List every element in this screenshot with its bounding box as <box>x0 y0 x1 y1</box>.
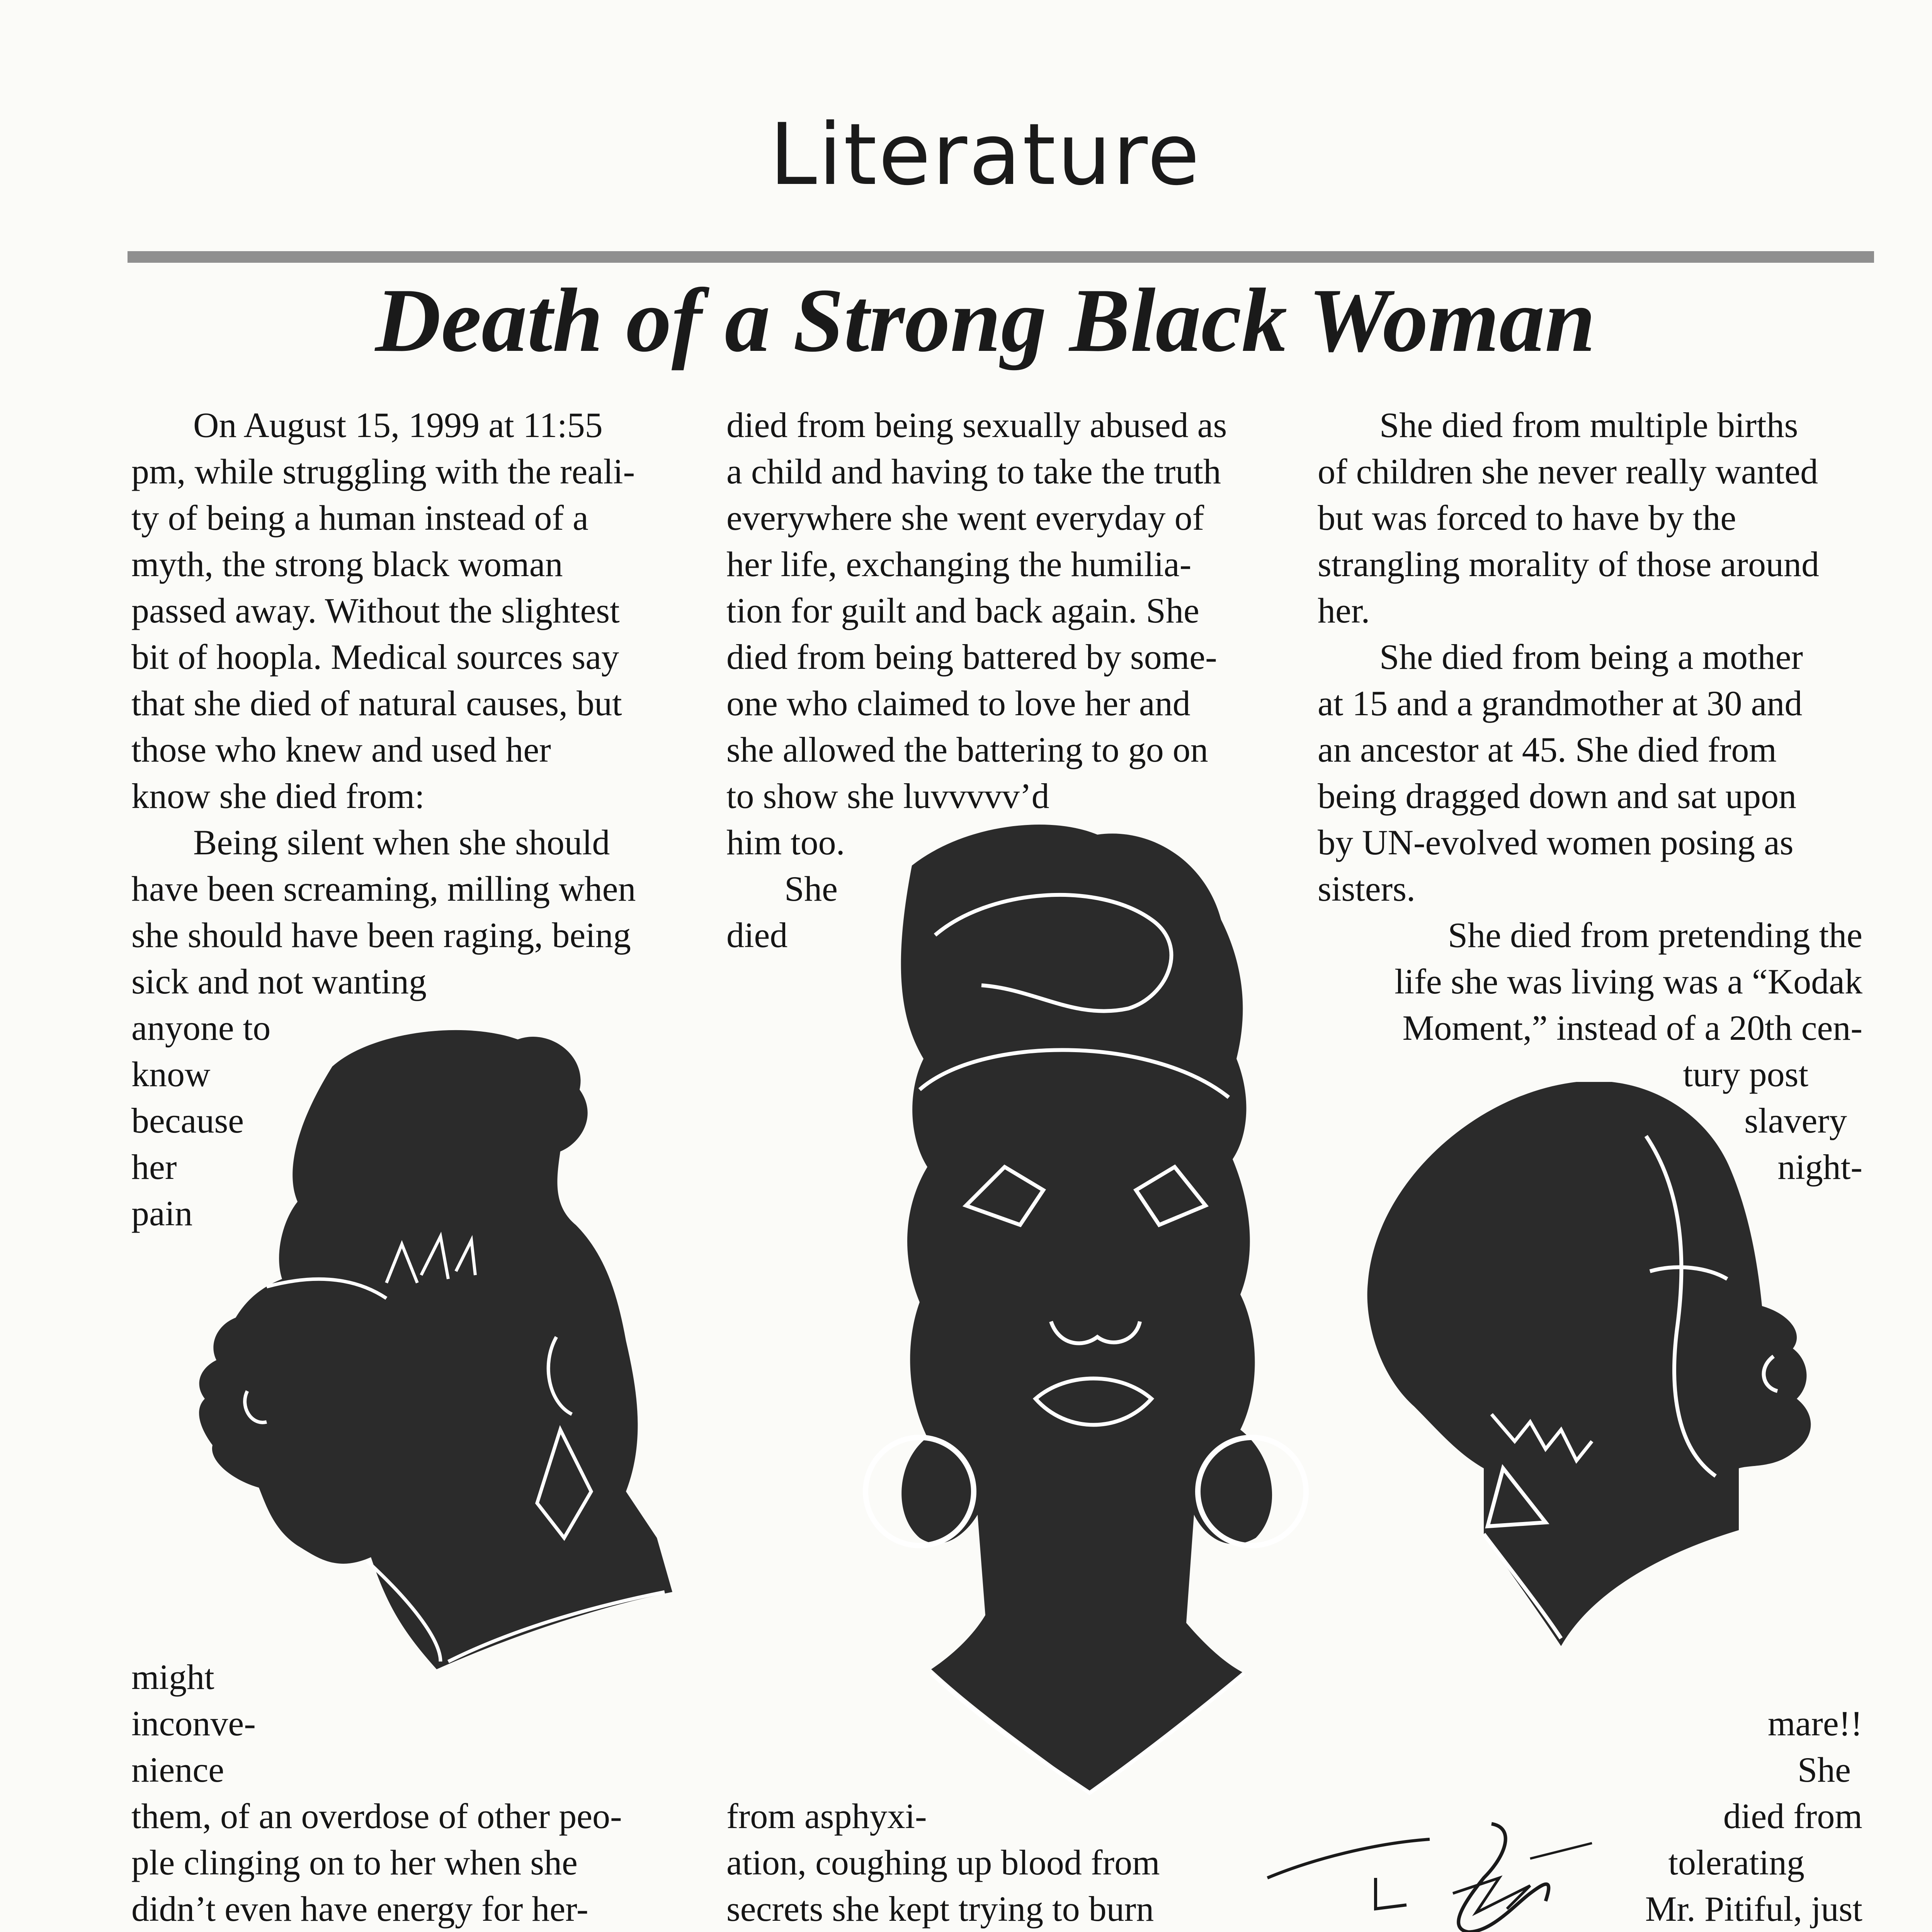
text-line: them, of an overdose of other peo- <box>131 1796 622 1836</box>
col2-top-text <box>726 402 1291 866</box>
text-line: She died from being a mother <box>1379 637 1803 677</box>
text-line: Mr. Pitiful, just <box>1645 1889 1862 1929</box>
text-line: died from being battered by some- <box>726 637 1217 677</box>
text-line: from asphyxi- <box>726 1796 927 1836</box>
text-line: her <box>131 1147 177 1187</box>
text-line: She <box>1798 1750 1851 1789</box>
signature-icon <box>1260 1801 1607 1932</box>
text-line: she should have been raging, being <box>131 915 631 955</box>
text-line: of children she never really wanted <box>1318 452 1818 491</box>
text-line: to show she luvvvvv’d <box>726 776 1049 816</box>
text-line: died from being sexually abused as <box>726 405 1227 445</box>
text-line: know she died from: <box>131 776 425 816</box>
text-line: tury post <box>1683 1054 1808 1094</box>
woman-profile-right-icon <box>1329 1082 1862 1685</box>
text-line: pain <box>131 1194 193 1233</box>
text-line: didn’t even have energy for her- <box>131 1889 588 1929</box>
text-line: ty of being a human instead of a <box>131 498 588 537</box>
col1-bottom-text <box>131 1793 696 1932</box>
header-rule <box>128 251 1874 263</box>
text-line: strangling morality of those around <box>1318 544 1819 584</box>
text-line: died <box>726 915 788 955</box>
text-line: Moment,” instead of a 20th cen- <box>1402 1008 1862 1048</box>
text-line: him too. <box>726 823 845 862</box>
woman-profile-left-icon <box>170 1005 719 1770</box>
text-line: life she was living was a “Kodak <box>1394 962 1862 1001</box>
text-line: slavery <box>1744 1101 1847 1140</box>
text-line: might <box>131 1657 214 1697</box>
text-line: sisters. <box>1318 869 1415 908</box>
text-line: ation, coughing up blood from <box>726 1843 1160 1882</box>
text-line: She <box>784 869 838 908</box>
col3-right2-text <box>1615 1700 1862 1886</box>
section-title: Literature <box>769 105 1201 204</box>
text-line: an ancestor at 45. She died from <box>1318 730 1777 769</box>
text-line: being dragged down and sat upon <box>1318 776 1797 816</box>
text-line: ple clinging on to her when she <box>131 1843 578 1882</box>
text-line: her life, exchanging the humilia- <box>726 544 1192 584</box>
col3-mid-text <box>1352 912 1862 1051</box>
text-line: at 15 and a grandmother at 30 and <box>1318 684 1803 723</box>
text-line: by UN-evolved women posing as <box>1318 823 1794 862</box>
text-line: myth, the strong black woman <box>131 544 563 584</box>
text-line: died from <box>1723 1796 1862 1836</box>
text-line: night- <box>1777 1147 1862 1187</box>
text-line: know <box>131 1054 211 1094</box>
text-line: those who knew and used her <box>131 730 551 769</box>
col1-top-text <box>131 402 696 1005</box>
text-line: a child and having to take the truth <box>726 452 1221 491</box>
text-line: She died from multiple births <box>1379 405 1798 445</box>
text-line: she allowed the battering to go on <box>726 730 1208 769</box>
text-line: sick and not wanting <box>131 962 427 1001</box>
text-line: On August 15, 1999 at 11:55 <box>193 405 603 445</box>
text-line: but was forced to have by the <box>1318 498 1736 537</box>
article-title: Death of a Strong Black Woman <box>375 270 1596 371</box>
text-line: She died from pretending the <box>1447 915 1862 955</box>
text-line: because <box>131 1101 244 1140</box>
text-line: Being silent when she should <box>193 823 610 862</box>
text-line: bit of hoopla. Medical sources say <box>131 637 619 677</box>
text-line: everywhere she went everyday of <box>726 498 1204 537</box>
text-line: nience <box>131 1750 224 1789</box>
text-line: have been screaming, milling when <box>131 869 636 908</box>
text-line: pm, while struggling with the reali- <box>131 452 635 491</box>
text-line: mare!! <box>1767 1704 1862 1743</box>
text-line: that she died of natural causes, but <box>131 684 622 723</box>
text-line: tion for guilt and back again. She <box>726 591 1199 630</box>
text-line: passed away. Without the slightest <box>131 591 620 630</box>
text-line: her. <box>1318 591 1370 630</box>
text-line: secrets she kept trying to burn <box>726 1889 1154 1929</box>
text-line: inconve- <box>131 1704 256 1743</box>
text-line: anyone to <box>131 1008 271 1048</box>
text-line: tolerating <box>1668 1843 1804 1882</box>
col3-top-text <box>1318 402 1889 912</box>
text-line: one who claimed to love her and <box>726 684 1190 723</box>
woman-headwrap-front-icon <box>804 819 1345 1816</box>
